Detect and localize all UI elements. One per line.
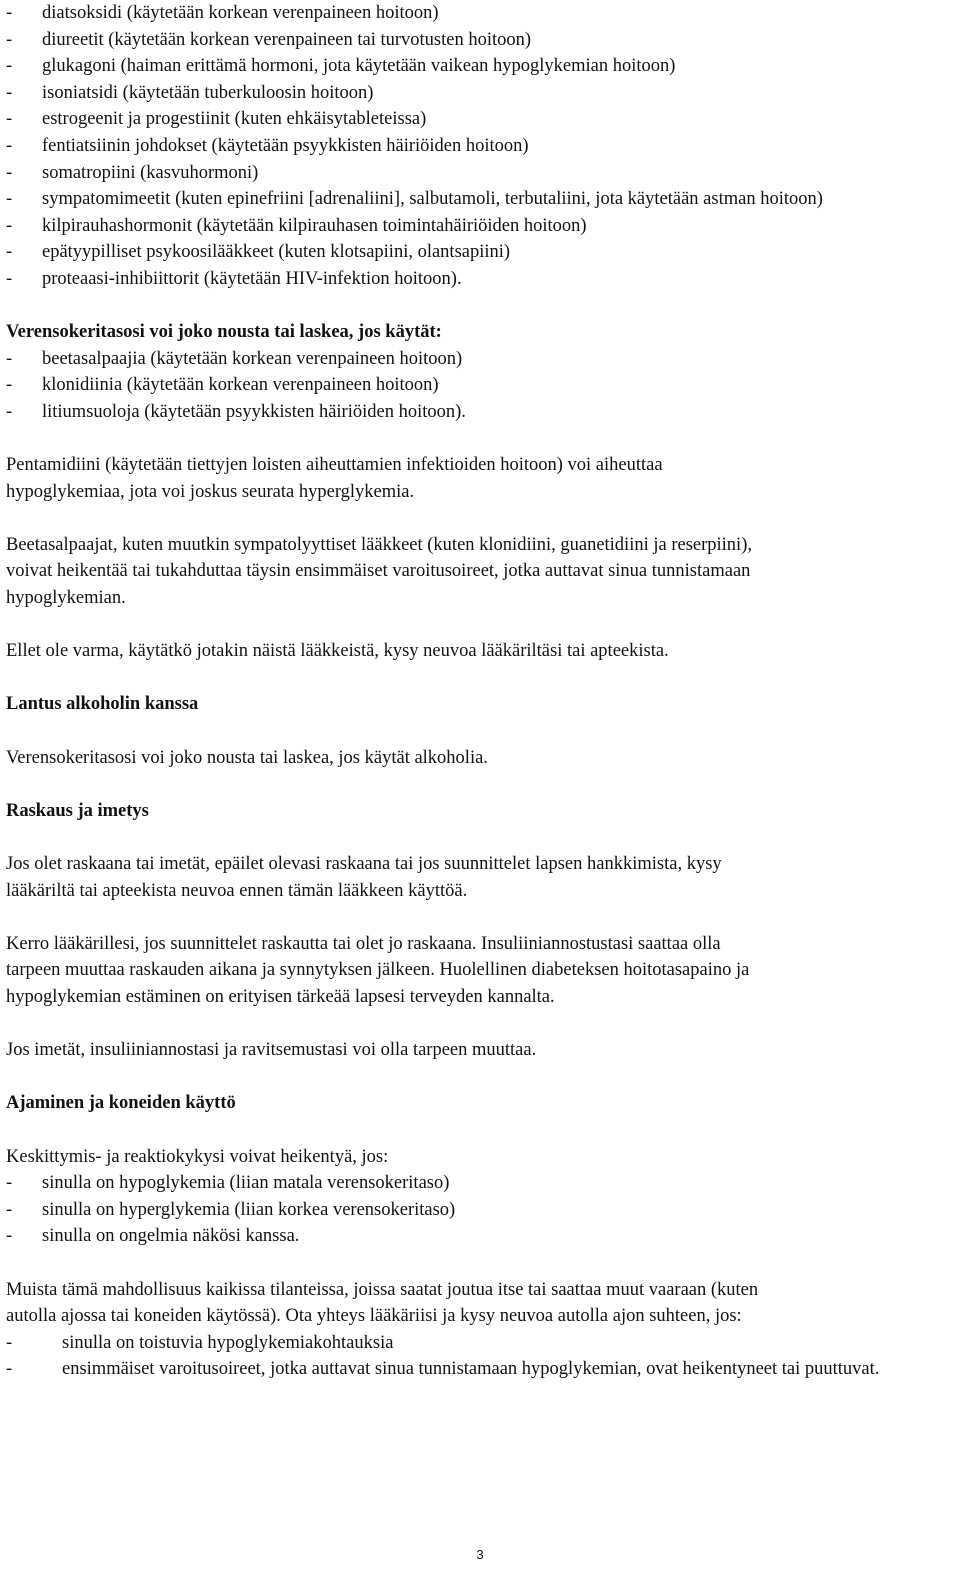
list-item-text: proteaasi-inhibiittorit (käytetään HIV-infektion hoitoon).: [42, 268, 462, 289]
list-item: [6, 1330, 958, 1357]
medication-list-both: [6, 346, 958, 426]
spacer: [6, 1117, 958, 1144]
paragraph-line: lääkäriltä tai apteekista neuvoa ennen tämän lääkkeen käyttöä.: [6, 880, 468, 901]
list-intro: Keskittymis- ja reaktiokykysi voivat heikentyä, jos:: [6, 1146, 389, 1167]
list-item: [6, 80, 958, 107]
list-dash: -: [6, 1332, 13, 1353]
paragraph-raskaus-2: [6, 931, 958, 1011]
list-dash: -: [6, 189, 13, 210]
list-item: [6, 1170, 958, 1197]
list-item: [6, 160, 958, 187]
paragraph-ellet: Ellet ole varma, käytätkö jotakin näistä lääkkeistä, kysy neuvoa lääkäriltäsi tai apteekista.: [6, 641, 669, 662]
list-item-text: sinulla on ongelmia näkösi kanssa.: [42, 1226, 300, 1247]
list-item-text: sinulla on toistuvia hypoglykemiakohtauksia: [62, 1332, 394, 1353]
list-item-text: epätyypilliset psykoosilääkkeet (kuten klotsapiini, olantsapiini): [42, 242, 511, 263]
list-dash: -: [6, 1199, 13, 1220]
list-item-text: estrogeenit ja progestiinit (kuten ehkäisytableteissa): [42, 109, 427, 130]
list-item-text: sympatomimeetit (kuten epinefriini [adrenaliini], salbutamoli, terbutaliini, jota käytetään astman hoitoon): [42, 189, 823, 210]
list-dash: -: [6, 242, 13, 263]
paragraph-line: hypoglykemian.: [6, 588, 126, 609]
list-item: [6, 106, 958, 133]
list-intro-heading: Verensokeritasosi voi joko nousta tai laskea, jos käytät:: [6, 322, 442, 343]
paragraph-line: voivat heikentää tai tukahduttaa täysin ensimmäiset varoitusoireet, jotka auttavat sinua tunnistamaan: [6, 561, 751, 582]
list-item: [6, 27, 958, 54]
list-dash: -: [6, 82, 13, 103]
spacer: [6, 505, 958, 532]
paragraph-raskaus-1: [6, 851, 958, 904]
list-item: [6, 1356, 958, 1383]
list-dash: -: [6, 1226, 13, 1247]
document-page: [6, 0, 958, 1383]
list-item-text: sinulla on hyperglykemia (liian korkea verensokeritaso): [42, 1199, 456, 1220]
list-dash: -: [6, 215, 13, 236]
list-item: [6, 346, 958, 373]
list-dash: -: [6, 162, 13, 183]
paragraph-line: tarpeen muuttaa raskauden aikana ja synnytyksen jälkeen. Huolellinen diabeteksen hoitotasapaino ja: [6, 960, 750, 981]
paragraph-line: Jos olet raskaana tai imetät, epäilet olevasi raskaana tai jos suunnittelet lapsen hankkimista, kysy: [6, 854, 722, 874]
list-item-text: kilpirauhashormonit (käytetään kilpirauhasen toimintahäiriöiden hoitoon): [42, 215, 587, 236]
list-dash: -: [6, 268, 13, 289]
section-heading-raskaus: Raskaus ja imetys: [6, 800, 149, 821]
condition-list: [6, 1170, 958, 1250]
list-item-text: isoniatsidi (käytetään tuberkuloosin hoitoon): [42, 82, 374, 103]
spacer: [6, 771, 958, 798]
list-item: [6, 266, 958, 293]
list-item-text: litiumsuoloja (käytetään psyykkisten häiriöiden hoitoon).: [42, 401, 466, 422]
spacer: [6, 1064, 958, 1091]
paragraph-line: hypoglykemiaa, jota voi joskus seurata hyperglykemia.: [6, 481, 415, 502]
medication-list-increase: [6, 0, 958, 293]
list-dash: -: [6, 1173, 13, 1194]
list-item: [6, 372, 958, 399]
paragraph-line: Pentamidiini (käytetään tiettyjen loisten aiheuttamien infektioiden hoitoon) voi aiheuttaa: [6, 455, 663, 476]
spacer: [6, 824, 958, 851]
paragraph-alkoholi: Verensokeritasosi voi joko nousta tai laskea, jos käytät alkoholia.: [6, 747, 488, 768]
list-dash: -: [6, 109, 13, 130]
list-dash: -: [6, 29, 13, 50]
spacer: [6, 612, 958, 639]
list-item-text: glukagoni (haiman erittämä hormoni, jota käytetään vaikean hypoglykemian hoitoon): [42, 56, 676, 77]
spacer: [6, 1250, 958, 1277]
paragraph-line: autolla ajossa tai koneiden käytössä). Ota yhteys lääkäriisi ja kysy neuvoa autolla ajon suhteen, jos:: [6, 1306, 742, 1327]
list-dash: -: [6, 348, 13, 369]
spacer: [6, 665, 958, 692]
list-item: [6, 239, 958, 266]
list-item: [6, 186, 958, 213]
list-item: [6, 1197, 958, 1224]
paragraph-pentamidiini: [6, 452, 958, 505]
list-item: [6, 399, 958, 426]
advice-list: [6, 1330, 958, 1383]
list-dash: -: [6, 3, 13, 23]
list-item-text: fentiatsiinin johdokset (käytetään psyykkisten häiriöiden hoitoon): [42, 135, 529, 156]
list-dash: -: [6, 1359, 13, 1380]
section-heading-ajaminen: Ajaminen ja koneiden käyttö: [6, 1093, 236, 1114]
list-item-text: diureetit (käytetään korkean verenpaineen tai turvotusten hoitoon): [42, 29, 532, 50]
list-item: [6, 53, 958, 80]
spacer: [6, 904, 958, 931]
list-item-text: sinulla on hypoglykemia (liian matala verensokeritaso): [42, 1173, 450, 1194]
list-dash: -: [6, 401, 13, 422]
list-item-text: beetasalpaajia (käytetään korkean verenpaineen hoitoon): [42, 348, 463, 369]
list-item: [6, 0, 958, 27]
spacer: [6, 426, 958, 453]
paragraph-line: Kerro lääkärillesi, jos suunnittelet raskautta tai olet jo raskaana. Insuliiniannostustasi saattaa olla: [6, 933, 721, 954]
list-dash: -: [6, 56, 13, 77]
list-item-text: ensimmäiset varoitusoireet, jotka auttavat sinua tunnistamaan hypoglykemian, ovat heikentyneet tai puuttuvat.: [62, 1359, 880, 1380]
spacer: [6, 1011, 958, 1038]
paragraph-line: Beetasalpaajat, kuten muutkin sympatolyyttiset lääkkeet (kuten klonidiini, guanetidiini ja reserpiini),: [6, 534, 752, 555]
paragraph-beetasalpaajat: [6, 532, 958, 612]
page-number: 3: [476, 1547, 484, 1562]
list-item: [6, 133, 958, 160]
paragraph-line: Muista tämä mahdollisuus kaikissa tilanteissa, joissa saatat joutua itse tai saattaa muut vaaraan (kuten: [6, 1279, 759, 1300]
paragraph-muista: [6, 1277, 958, 1330]
section-heading-alkoholi: Lantus alkoholin kanssa: [6, 694, 199, 715]
list-item-text: klonidiinia (käytetään korkean verenpaineen hoitoon): [42, 375, 439, 396]
list-item: [6, 213, 958, 240]
spacer: [6, 293, 958, 320]
list-dash: -: [6, 375, 13, 396]
paragraph-line: hypoglykemian estäminen on erityisen tärkeää lapsesi terveyden kannalta.: [6, 986, 555, 1007]
spacer: [6, 718, 958, 745]
paragraph-imetys: Jos imetät, insuliiniannostasi ja ravitsemustasi voi olla tarpeen muuttaa.: [6, 1040, 537, 1061]
list-dash: -: [6, 135, 13, 156]
list-item-text: diatsoksidi (käytetään korkean verenpaineen hoitoon): [42, 3, 439, 23]
list-item: [6, 1223, 958, 1250]
list-item-text: somatropiini (kasvuhormoni): [42, 162, 259, 183]
